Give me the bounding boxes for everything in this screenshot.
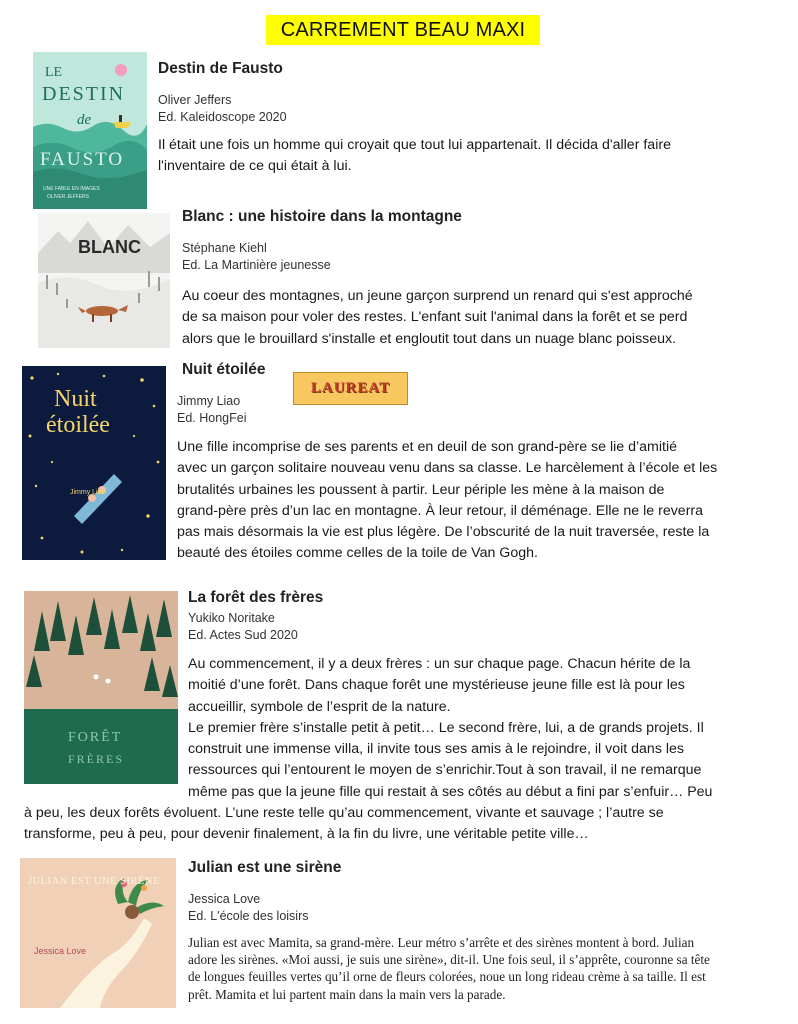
cover-text: Jimmy Liao — [70, 489, 106, 496]
book-description-continued: à peu, les deux forêts évoluent. L’une reste telle qu’au commencement, vivante et sauvage ; l’autre se transforme, peu à peu, pour devenir finalement, à la fin du livre, une véritable petite ville… — [24, 805, 664, 843]
book-author: Stéphane Kiehl — [182, 241, 267, 255]
book-title: La forêt des frères — [188, 589, 324, 606]
cover-text: LE — [45, 65, 63, 80]
cover-text: FRÈRES — [68, 752, 125, 766]
cover-text: DESTIN — [42, 83, 126, 105]
laureat-badge: LAUREAT — [293, 372, 408, 405]
cover-destin-de-fausto — [33, 52, 147, 209]
book-publisher: Ed. Actes Sud 2020 — [188, 628, 298, 642]
cover-text: FORÊT — [68, 730, 123, 745]
book-description: Au coeur des montagnes, un jeune garçon surprend un renard qui s'est approché de sa maison pour voler des restes. L'enfant suit l'animal dans la forêt et se perd alors que le brouillard s'installe et engloutit tout dans un nuage blanc poisseux. — [182, 288, 693, 347]
cover-text: BLANC — [78, 237, 141, 257]
cover-text: étoilée — [46, 412, 110, 438]
cover-nuit-etoilee — [22, 366, 166, 560]
book-publisher: Ed. La Martinière jeunesse — [182, 258, 331, 272]
book-author: Yukiko Noritake — [188, 611, 275, 625]
cover-text: Nuit — [54, 386, 97, 412]
book-title: Blanc : une histoire dans la montagne — [182, 208, 462, 225]
book-author: Oliver Jeffers — [158, 93, 232, 107]
cover-text: OLIVER JEFFERS — [47, 194, 89, 200]
cover-blanc — [38, 213, 170, 348]
cover-text: de — [77, 112, 92, 128]
book-publisher: Ed. HongFei — [177, 411, 247, 425]
book-publisher: Ed. L'école des loisirs — [188, 909, 309, 923]
cover-text: FAUSTO — [40, 149, 125, 170]
book-description: Au commencement, il y a deux frères : un sur chaque page. Chacun hérite de la moitié d’une forêt. Dans chaque forêt une mystérieuse jeune fille est là pour les accueillir, symbole de l’esprit de la nature. Le premier frère s’installe petit à petit… Le second frère, lui, a de grands projets. Il construit une immense villa, il invite tous ses amis à le rejoindre, il voit dans les ressources qui l’entourent le moyen de s’enrichir.Tout à son travail, il ne remarque même pas que la jeune fille qui restait à ses côtés au début a fini par s’enfuir… Peu — [188, 656, 713, 800]
cover-text: Jessica Love — [34, 946, 87, 956]
book-author: Jimmy Liao — [177, 394, 241, 408]
book-title: Destin de Fausto — [158, 60, 283, 77]
book-description: Il était une fois un homme qui croyait que tout lui appartenait. Il décida d'aller faire l'inventaire de ce qui était à lui. — [158, 137, 671, 175]
book-author: Jessica Love — [188, 892, 261, 906]
book-publisher: Ed. Kaleidoscope 2020 — [158, 110, 287, 124]
book-title: Julian est une sirène — [188, 859, 342, 876]
cover-julian-est-une-sirene — [20, 858, 176, 1008]
page-title: CARREMENT BEAU MAXI — [266, 15, 540, 45]
cover-text: JULIAN EST UNE SIRÈNE — [28, 876, 160, 887]
cover-text: UNE FABLE EN IMAGES — [43, 186, 100, 192]
cover-la-foret-des-freres — [24, 591, 178, 784]
book-description: Une fille incomprise de ses parents et en deuil de son grand-père se lie d’amitié avec un garçon solitaire nouveau venu dans sa classe. Le harcèlement à l’école et les brutalités urbaines les poussent à partir. Leur périple les mène à la maison de grand-père près d’un lac en montagne. À leur retour, il déménage. Elle ne le reverra pas mais désormais la vie est plus légère. De l’obscurité de la nuit traversée, reste la beauté des étoiles comme celles de la toile de Van Gogh. — [177, 439, 718, 562]
book-title: Nuit étoilée — [182, 361, 266, 378]
book-description: Julian est avec Mamita, sa grand-mère. Leur métro s’arrête et des sirènes montent à bord. Julian adore les sirènes. «Moi aussi, je suis une sirène», dit-il. Une fois seul, il s’apprête, couronne sa tête de longues feuilles vertes qu’il orne de fleurs colorées, noue un long rideau crème à sa taille. Il est prêt. Mamita et lui partent main dans la main vers la parade. — [188, 935, 710, 1002]
